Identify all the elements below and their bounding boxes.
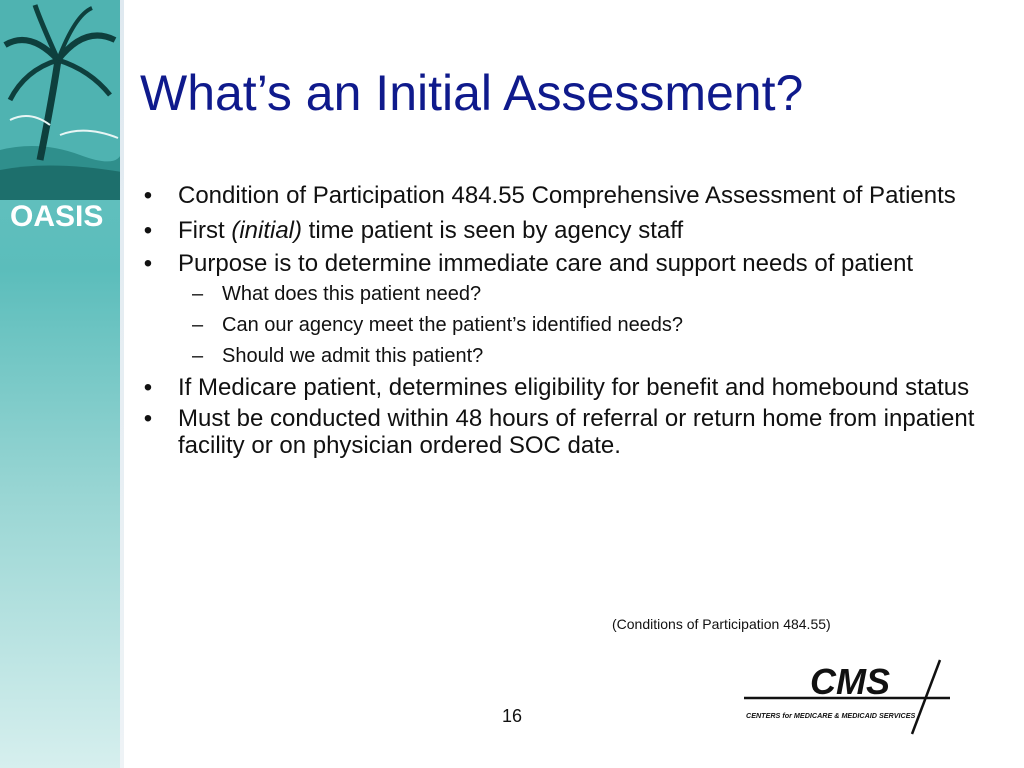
cms-subtitle: CENTERS for MEDICARE & MEDICAID SERVICES (746, 711, 916, 720)
bullet-text: Purpose is to determine immediate care and support needs of patient (178, 250, 914, 277)
sub-bullet-item (138, 343, 978, 369)
dash-marker: – (192, 314, 204, 336)
bullet-text-post: time patient is seen by agency staff (302, 217, 684, 244)
bullet-item (138, 216, 978, 246)
bullet-text-pre: First (178, 217, 232, 244)
page-number: 16 (501, 706, 523, 726)
dash-marker: – (192, 283, 204, 305)
palm-tree-icon (0, 0, 122, 200)
bullet-item (138, 374, 978, 401)
bullet-list (138, 180, 978, 463)
slide-title: What’s an Initial Assessment? (140, 65, 804, 121)
bullet-text: If Medicare patient, determines eligibility for benefit and homebound status (178, 374, 970, 401)
bullet-marker: • (143, 217, 153, 244)
bullet-marker: • (143, 374, 153, 401)
bullet-marker: • (143, 405, 153, 432)
bullet-text: Condition of Participation 484.55 Comprehensive Assessment of Patients (178, 182, 956, 209)
cms-wordmark: CMS (810, 661, 890, 702)
sidebar-band (0, 0, 120, 768)
sub-bullet-item (138, 312, 978, 338)
bullet-text: Must be conducted within 48 hours of referral or return home from inpatient facility or on physician ordered SOC date. (178, 405, 975, 459)
oasis-logo-text: OASIS (10, 200, 104, 233)
sub-bullet-text: What does this patient need? (222, 283, 482, 305)
bullet-marker: • (143, 250, 153, 277)
citation: (Conditions of Participation 484.55) (612, 616, 831, 632)
sub-bullet-item (138, 281, 978, 307)
sidebar-divider (120, 0, 124, 768)
bullet-item (138, 250, 978, 277)
bullet-marker: • (143, 182, 153, 209)
bullet-text-italic: (initial) (231, 217, 303, 244)
sub-bullet-text: Can our agency meet the patient’s identified needs? (222, 314, 684, 336)
bullet-item (138, 405, 978, 459)
cms-logo (740, 656, 960, 736)
dash-marker: – (192, 345, 204, 367)
sub-bullet-text: Should we admit this patient? (222, 345, 484, 367)
bullet-item (138, 180, 978, 212)
